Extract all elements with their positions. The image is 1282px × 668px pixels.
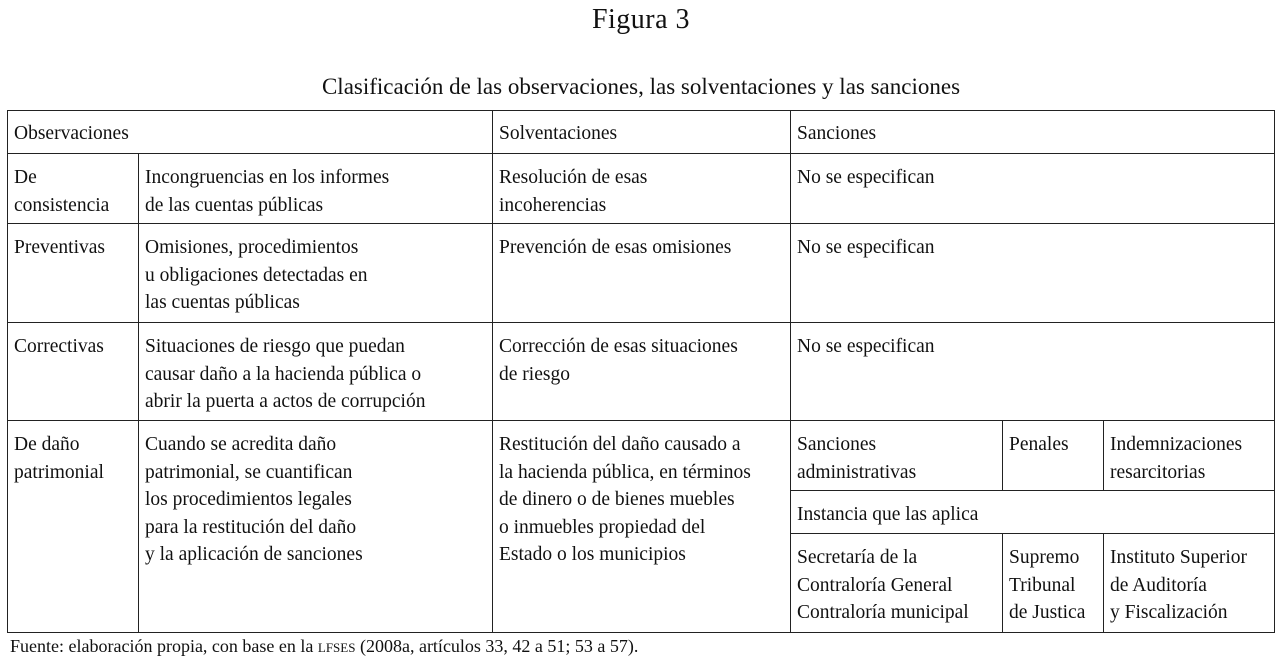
source-prefix: Fuente: elaboración propia, con base en la [10, 636, 318, 656]
row-solventation: Corrección de esas situaciones de riesgo [493, 323, 791, 421]
row-solventation: Restitución del daño causado a la hacienda pública, en términos de dinero o de bienes muebles o inmuebles propiedad del Estado o los municipios [493, 421, 791, 633]
row-observation: Omisiones, procedimientos u obligaciones detectadas en las cuentas públicas [139, 224, 493, 323]
instance-label: Instancia que las aplica [791, 491, 1275, 534]
table-row [8, 224, 1275, 323]
row-solventation: Resolución de esas incoherencias [493, 154, 791, 224]
source-suffix: (2008a, artículos 33, 42 a 51; 53 a 57). [355, 636, 639, 656]
row-type: Correctivas [8, 323, 139, 421]
instance-contraloria: Secretaría de la Contraloría General Contraloría municipal [791, 534, 1003, 633]
row-type: De consistencia [8, 154, 139, 224]
row-observation: Cuando se acredita daño patrimonial, se cuantifican los procedimientos legales para la restitución del daño y la aplicación de sanciones [139, 421, 493, 633]
row-observation: Situaciones de riesgo que puedan causar daño a la hacienda pública o abrir la puerta a actos de corrupción [139, 323, 493, 421]
classification-table [7, 110, 1275, 633]
table-row [8, 154, 1275, 224]
row-observation: Incongruencias en los informes de las cuentas públicas [139, 154, 493, 224]
table-row [8, 421, 1275, 491]
row-type: Preventivas [8, 224, 139, 323]
instance-tribunal: Supremo Tribunal de Justica [1003, 534, 1104, 633]
row-sanction: No se especifican [791, 323, 1275, 421]
figure-label: Figura 3 [591, 4, 691, 35]
row-sanction: No se especifican [791, 224, 1275, 323]
sanction-type-indemnizaciones: Indemnizaciones resarcitorias [1104, 421, 1275, 491]
row-sanction: No se especifican [791, 154, 1275, 224]
instance-instituto: Instituto Superior de Auditoría y Fiscalización [1104, 534, 1275, 633]
header-sanciones: Sanciones [791, 111, 1275, 154]
header-observaciones: Observaciones [8, 111, 493, 154]
table-row [8, 323, 1275, 421]
table-header-row [8, 111, 1275, 154]
source-note [10, 636, 638, 657]
row-type: De daño patrimonial [8, 421, 139, 633]
sanction-type-administrativas: Sanciones administrativas [791, 421, 1003, 491]
row-solventation: Prevención de esas omisiones [493, 224, 791, 323]
header-solventaciones: Solventaciones [493, 111, 791, 154]
figure-title: Clasificación de las observaciones, las solventaciones y las sanciones [321, 74, 961, 99]
source-law: lfses [317, 636, 356, 656]
sanction-type-penales: Penales [1003, 421, 1104, 491]
